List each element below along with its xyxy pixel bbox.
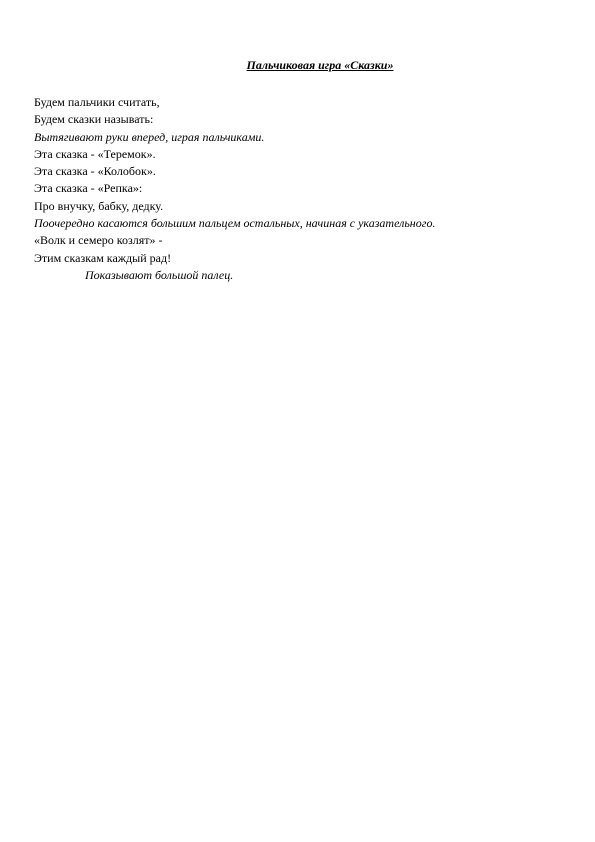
poem-line: Будем сказки называть: [34,112,154,127]
poem-line: Этим сказкам каждый рад! [34,250,172,265]
poem-line: Эта сказка - «Репка»: [34,181,143,196]
poem-body [34,94,574,284]
poem-line: Эта сказка - «Колобок». [34,164,156,179]
document-title: Пальчиковая игра «Сказки» [246,58,394,72]
instruction-line: Поочередно касаются большим пальцем остальных, начиная с указательного. [34,216,436,231]
poem-line: Будем пальчики считать, [34,95,160,109]
poem-line: Про внучку, бабку, дедку. [34,198,164,213]
poem-line: Эта сказка - «Теремок». [34,146,156,161]
instruction-line: Вытягивают руки вперед, играя пальчиками. [34,129,265,144]
poem-line: «Волк и семеро козлят» - [34,233,163,248]
instruction-line: Показывают большой палец. [85,267,234,282]
